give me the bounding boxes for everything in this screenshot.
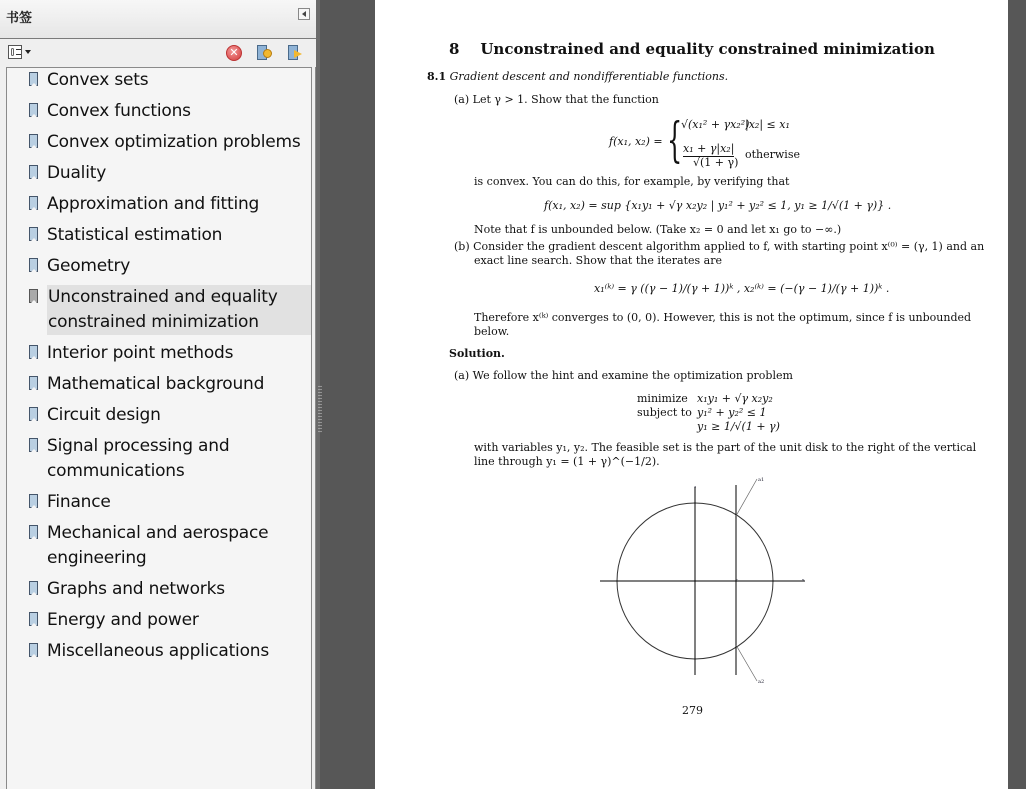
bookmark-label: Miscellaneous applications (47, 641, 270, 661)
page-number: 279 (682, 704, 703, 717)
exercise-number: 8.1 (427, 70, 447, 83)
bookmark-icon (29, 103, 38, 117)
collapse-panel-button[interactable] (298, 8, 310, 20)
bookmark-icon (29, 525, 38, 539)
therefore-line2: below. (474, 325, 510, 338)
panel-header (0, 0, 316, 39)
part-a (454, 93, 659, 107)
bookmarks-toolbar (0, 39, 316, 67)
delete-icon: ✕ (229, 46, 239, 59)
opt-minimize: minimize (637, 392, 688, 405)
c-label: c (736, 577, 739, 582)
solution-a-label: (a) (454, 369, 470, 382)
opt-constraint2: y₁ ≥ 1/√(1 + γ) (697, 420, 780, 433)
bookmark-icon (29, 134, 38, 148)
options-list-icon (8, 45, 22, 59)
options-menu-button[interactable] (8, 45, 32, 61)
bookmark-label: Mechanical and aerospace engineering (47, 523, 269, 568)
bookmark-label: Convex optimization problems (47, 132, 301, 152)
bookmark-icon (29, 581, 38, 595)
part-b-line1: Consider the gradient descent algorithm applied to f, with starting point x⁽⁰⁾ = (γ, 1) and an (473, 240, 985, 253)
unit-disk-figure (595, 475, 815, 690)
bookmark-icon (29, 227, 38, 241)
bookmark-list (6, 67, 312, 789)
delete-bookmark-button[interactable] (226, 45, 242, 61)
solution-a (454, 369, 793, 383)
brace: { (667, 112, 683, 168)
note-text: Note that f is unbounded below. (Take x₂ = 0 and let x₁ go to −∞.) (474, 223, 842, 236)
expand-bookmark-button[interactable] (286, 44, 304, 62)
pdf-page (375, 0, 1008, 789)
panel-title: 书签 (6, 11, 33, 26)
arrow-right-icon (294, 50, 302, 58)
feasible-line2: line through y₁ = (1 + γ)^(−1/2). (474, 455, 660, 468)
solution-a-text: We follow the hint and examine the optimization problem (472, 369, 793, 382)
opt-constraint1: y₁² + y₂² ≤ 1 (697, 406, 767, 419)
bookmark-icon (29, 407, 38, 421)
a1-label: a1 (758, 477, 765, 483)
y-axis-label: z (694, 484, 697, 489)
bookmark-label: Statistical estimation (47, 225, 223, 245)
new-bookmark-button[interactable] (255, 44, 273, 62)
convex-text: is convex. You can do this, for example, by verifying that (474, 175, 790, 188)
a2-label: a2 (758, 679, 765, 685)
bookmark-label: Signal processing and communications (47, 436, 230, 481)
part-b-label: (b) (454, 240, 470, 253)
bookmark-icon (29, 438, 38, 452)
solution-label: Solution. (449, 347, 505, 360)
bookmark-label: Approximation and fitting (47, 194, 260, 214)
bookmark-label: Convex sets (47, 70, 149, 90)
bookmark-label: Graphs and networks (47, 579, 225, 599)
chevron-down-icon (25, 50, 31, 54)
exercise-title: Gradient descent and nondifferentiable functions. (449, 70, 729, 83)
x-axis-label: x (802, 577, 805, 582)
feasible-line1: with variables y₁, y₂. The feasible set is the part of the unit disk to the right of the vertical (474, 441, 977, 454)
bookmark-icon (29, 643, 38, 657)
bookmark-icon (29, 196, 38, 210)
bookmark-label: Circuit design (47, 405, 161, 425)
bookmark-label: Convex functions (47, 101, 191, 121)
bookmark-icon (29, 258, 38, 272)
chapter-number: 8 (449, 40, 460, 58)
part-b (454, 240, 984, 254)
bookmark-icon (29, 376, 38, 390)
case1-expression: √(x₁² + γx₂²) (681, 118, 750, 131)
bookmark-label: Duality (47, 163, 107, 183)
bookmark-icon (29, 165, 38, 179)
bookmark-icon (29, 494, 38, 508)
chapter-heading (449, 42, 935, 56)
part-b-line2: exact line search. Show that the iterates are (474, 254, 722, 267)
part-a-text: Let γ > 1. Show that the function (472, 93, 659, 106)
bookmark-label: Finance (47, 492, 111, 512)
a1-arrow (736, 479, 757, 516)
case2-numerator: x₁ + γ|x₂| (683, 142, 735, 155)
chapter-title: Unconstrained and equality constrained minimization (480, 40, 935, 58)
exercise-heading (427, 70, 728, 84)
case2-denominator: √(1 + γ) (693, 156, 739, 169)
iterates-formula: x₁⁽ᵏ⁾ = γ ((γ − 1)/(γ + 1))ᵏ , x₂⁽ᵏ⁾ = (−(γ − 1)/(γ + 1))ᵏ . (594, 282, 890, 295)
bookmark-label: Mathematical background (47, 374, 265, 394)
opt-subject-to: subject to (637, 406, 692, 419)
splitter-grip[interactable] (318, 385, 322, 433)
bookmark-label: Energy and power (47, 610, 199, 630)
bookmark-icon (29, 345, 38, 359)
bookmarks-panel (0, 0, 316, 789)
opt-objective: x₁y₁ + √γ x₂y₂ (697, 392, 773, 405)
bookmark-label: Unconstrained and equality constrained minimization (47, 285, 311, 335)
therefore-line1: Therefore x⁽ᵏ⁾ converges to (0, 0). However, this is not the optimum, since f is unbounded (474, 311, 972, 324)
case2-condition: otherwise (745, 148, 800, 161)
bookmark-label: Geometry (47, 256, 131, 276)
bookmark-icon (29, 289, 38, 303)
f-definition-lhs: f(x₁, x₂) = (609, 135, 663, 148)
part-a-label: (a) (454, 93, 470, 106)
bookmark-label: Interior point methods (47, 343, 234, 363)
bookmark-icon (29, 612, 38, 626)
new-bookmark-badge-icon (263, 49, 272, 58)
case1-condition: |x₂| ≤ x₁ (745, 118, 790, 131)
bookmark-icon (29, 72, 38, 86)
a2-arrow (736, 645, 757, 681)
sup-formula: f(x₁, x₂) = sup {x₁y₁ + √γ x₂y₂ | y₁² + y₂² ≤ 1, y₁ ≥ 1/√(1 + γ)} . (544, 199, 892, 212)
